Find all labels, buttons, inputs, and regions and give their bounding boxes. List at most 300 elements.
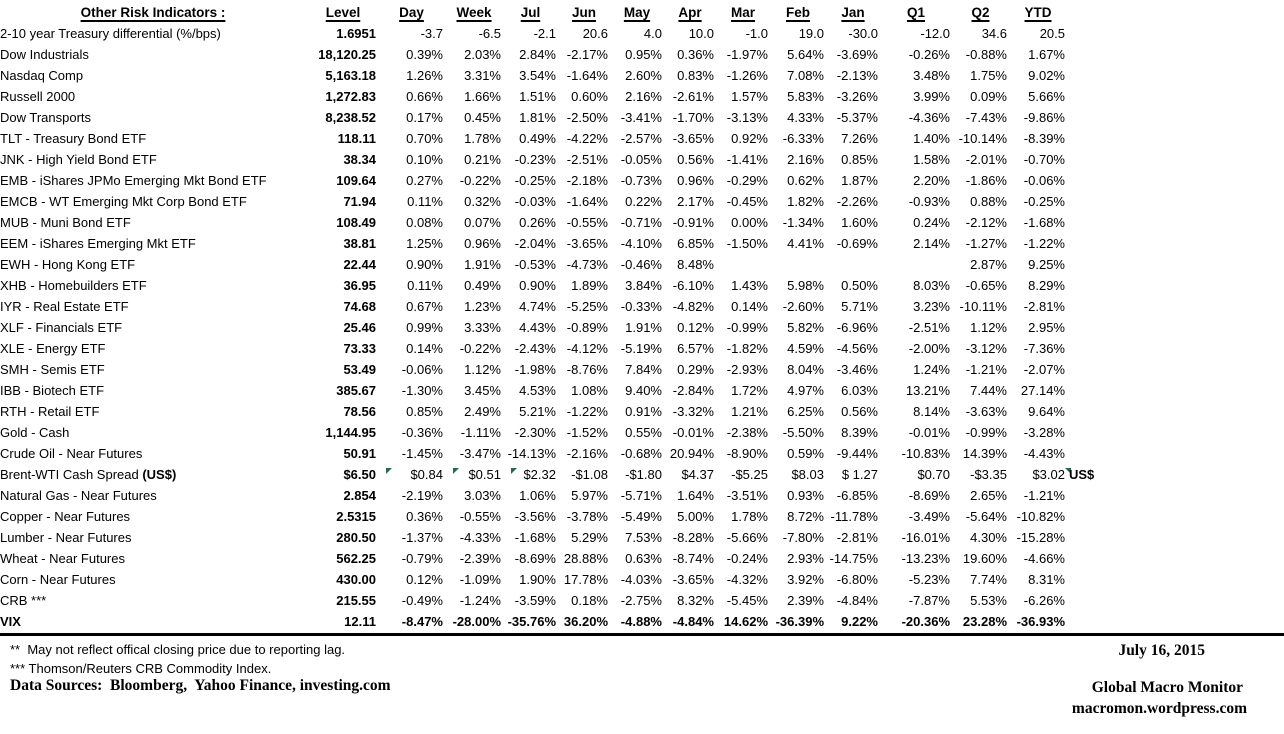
cell-jan: 0.85% xyxy=(841,152,878,167)
cell-q2: 1.12% xyxy=(970,320,1007,335)
cell-apr: -3.32% xyxy=(672,404,714,419)
level-cell: 8,238.52 xyxy=(325,110,376,125)
level-cell: 118.11 xyxy=(337,131,376,146)
row-label: EMCB - WT Emerging Mkt Corp Bond ETF xyxy=(0,194,247,209)
cell-feb: -36.39% xyxy=(775,614,824,629)
cell-week: 3.31% xyxy=(464,68,501,83)
level-cell: $6.50 xyxy=(343,467,376,482)
cell-jun: -4.22% xyxy=(566,131,608,146)
cell-q1: -12.0 xyxy=(920,26,950,41)
site-url: macromon.wordpress.com xyxy=(1071,700,1247,717)
cell-week: 0.96% xyxy=(464,236,501,251)
row-label: Lumber - Near Futures xyxy=(0,530,132,545)
cell-jan: 0.56% xyxy=(841,404,878,419)
cell-q2: -3.12% xyxy=(965,341,1007,356)
cell-ytd: -7.36% xyxy=(1023,341,1065,356)
row-label: MUB - Muni Bond ETF xyxy=(0,215,131,230)
cell-jan: -2.13% xyxy=(836,68,878,83)
cell-day: -1.37% xyxy=(401,530,443,545)
cell-mar: -1.50% xyxy=(726,236,768,251)
cell-q1: 2.14% xyxy=(913,236,950,251)
cell-q1: 3.23% xyxy=(913,299,950,314)
cell-apr: -6.10% xyxy=(672,278,714,293)
cell-day: 1.26% xyxy=(406,68,443,83)
unit-cell xyxy=(1069,128,1129,149)
cell-jun: 1.89% xyxy=(571,278,608,293)
cell-apr: 10.0 xyxy=(688,26,714,41)
cell-jul: 4.53% xyxy=(519,383,556,398)
cell-jun: -3.78% xyxy=(566,509,608,524)
column-header-may: May xyxy=(623,5,651,20)
cell-jul: 1.06% xyxy=(519,488,556,503)
cell-q2: -0.88% xyxy=(965,47,1007,62)
cell-q2: -3.63% xyxy=(965,404,1007,419)
table-title: Other Risk Indicators : xyxy=(80,5,226,20)
cell-apr: -3.65% xyxy=(672,572,714,587)
cell-apr: -0.01% xyxy=(672,425,714,440)
cell-q2: -7.43% xyxy=(965,110,1007,125)
cell-jun: 36.20% xyxy=(563,614,608,629)
table-row xyxy=(0,380,1129,401)
cell-week: 1.66% xyxy=(464,89,501,104)
cell-feb: 4.41% xyxy=(787,236,824,251)
header-row xyxy=(0,2,1129,23)
cell-feb: 5.83% xyxy=(787,89,824,104)
unit-cell xyxy=(1069,317,1129,338)
cell-ytd: -4.43% xyxy=(1023,446,1065,461)
cell-apr: -2.84% xyxy=(672,383,714,398)
table-row xyxy=(0,611,1129,632)
cell-day: 0.66% xyxy=(406,89,443,104)
cell-feb xyxy=(772,254,828,275)
cell-week: 2.49% xyxy=(464,404,501,419)
cell-q1: 1.40% xyxy=(913,131,950,146)
table-row xyxy=(0,170,1129,191)
table-row xyxy=(0,233,1129,254)
cell-jul: -0.23% xyxy=(514,152,556,167)
cell-feb: -5.50% xyxy=(782,425,824,440)
cell-day: -2.19% xyxy=(401,488,443,503)
cell-mar: -8.90% xyxy=(726,446,768,461)
cell-ytd: -8.39% xyxy=(1023,131,1065,146)
cell-jan: -2.81% xyxy=(836,530,878,545)
cell-apr: -4.82% xyxy=(672,299,714,314)
row-label: EWH - Hong Kong ETF xyxy=(0,257,136,272)
row-label: Dow Transports xyxy=(0,110,92,125)
cell-apr: -2.61% xyxy=(672,89,714,104)
cell-jun: 28.88% xyxy=(563,551,608,566)
cell-jul: 2.84% xyxy=(519,47,556,62)
cell-apr: 5.00% xyxy=(677,509,714,524)
cell-apr: 0.36% xyxy=(677,47,714,62)
cell-mar: 1.72% xyxy=(731,383,768,398)
cell-day: 0.11% xyxy=(407,278,443,293)
flag-marker-icon xyxy=(386,468,392,474)
cell-jul: -0.25% xyxy=(514,173,556,188)
table-row xyxy=(0,485,1129,506)
cell-mar: -5.66% xyxy=(726,530,768,545)
cell-apr: 0.56% xyxy=(677,152,714,167)
cell-week: -1.09% xyxy=(459,572,501,587)
cell-q1 xyxy=(882,254,954,275)
unit-cell xyxy=(1069,380,1129,401)
cell-jun: -4.12% xyxy=(566,341,608,356)
cell-q2: 7.74% xyxy=(970,572,1007,587)
cell-jul: 0.49% xyxy=(519,131,556,146)
level-cell: 38.81 xyxy=(343,236,376,251)
cell-jun: 20.6 xyxy=(582,26,608,41)
column-header-jan: Jan xyxy=(841,5,865,20)
cell-jan: -4.84% xyxy=(836,593,878,608)
cell-apr: -3.65% xyxy=(672,131,714,146)
cell-jan: -14.75% xyxy=(829,551,878,566)
cell-jul: -0.03% xyxy=(514,194,556,209)
cell-mar: -1.26% xyxy=(726,68,768,83)
row-label: Crude Oil - Near Futures xyxy=(0,446,143,461)
cell-jun: -0.89% xyxy=(566,320,608,335)
cell-q2: 2.65% xyxy=(970,488,1007,503)
table-row xyxy=(0,212,1129,233)
unit-cell xyxy=(1069,443,1129,464)
level-cell: 71.94 xyxy=(343,194,376,209)
cell-q1: -0.26% xyxy=(908,47,950,62)
cell-q1: 1.58% xyxy=(913,152,950,167)
cell-mar: -$5.25 xyxy=(731,467,768,482)
cell-mar: -0.24% xyxy=(726,551,768,566)
cell-q2: -$3.35 xyxy=(970,467,1007,482)
cell-q2: 1.75% xyxy=(970,68,1007,83)
cell-may: 4.0 xyxy=(643,26,662,41)
cell-jan: 0.50% xyxy=(841,278,878,293)
cell-q1: -13.23% xyxy=(901,551,950,566)
unit-cell xyxy=(1069,485,1129,506)
cell-ytd: 8.31% xyxy=(1028,572,1065,587)
cell-jan: 7.26% xyxy=(841,131,878,146)
unit-cell xyxy=(1069,590,1129,611)
cell-jan: -6.85% xyxy=(836,488,878,503)
cell-q2: -0.65% xyxy=(965,278,1007,293)
column-header-q1: Q1 xyxy=(906,5,925,20)
table-row xyxy=(0,401,1129,422)
table-row xyxy=(0,254,1129,275)
cell-jun: -1.64% xyxy=(566,68,608,83)
unit-cell xyxy=(1069,611,1129,632)
column-header-q2: Q2 xyxy=(971,5,990,20)
cell-week: 1.12% xyxy=(464,362,501,377)
row-label: CRB *** xyxy=(0,593,47,608)
table-row xyxy=(0,569,1129,590)
row-label: XLE - Energy ETF xyxy=(0,341,106,356)
cell-may: -5.49% xyxy=(620,509,662,524)
row-label: Copper - Near Futures xyxy=(0,509,131,524)
cell-ytd: 1.67% xyxy=(1028,47,1065,62)
row-label: RTH - Retail ETF xyxy=(0,404,100,419)
cell-jun: -5.25% xyxy=(566,299,608,314)
row-label: Russell 2000 xyxy=(0,89,76,104)
cell-ytd: 27.14% xyxy=(1020,383,1065,398)
cell-jul: -8.69% xyxy=(514,551,556,566)
cell-day: 0.85% xyxy=(406,404,443,419)
cell-jul: -2.43% xyxy=(514,341,556,356)
cell-q1: 1.24% xyxy=(913,362,950,377)
cell-ytd: -15.28% xyxy=(1016,530,1065,545)
table-title-cell xyxy=(0,2,310,23)
cell-jul: -2.30% xyxy=(514,425,556,440)
row-label: SMH - Semis ETF xyxy=(0,362,105,377)
table-row xyxy=(0,65,1129,86)
cell-q1: 8.03% xyxy=(913,278,950,293)
cell-mar: -0.99% xyxy=(726,320,768,335)
cell-ytd: -0.70% xyxy=(1023,152,1065,167)
cell-jan: $ 1.27 xyxy=(841,467,878,482)
cell-jun: -2.17% xyxy=(566,47,608,62)
cell-q2: 0.88% xyxy=(970,194,1007,209)
cell-ytd: -36.93% xyxy=(1016,614,1065,629)
cell-may: 0.91% xyxy=(625,404,662,419)
cell-feb: 4.97% xyxy=(787,383,824,398)
brand-name: Global Macro Monitor xyxy=(1091,679,1243,696)
cell-q1: -10.83% xyxy=(901,446,950,461)
cell-apr: $4.37 xyxy=(681,467,714,482)
row-label: XHB - Homebuilders ETF xyxy=(0,278,147,293)
cell-jul: 0.90% xyxy=(519,278,556,293)
cell-jan: -3.46% xyxy=(836,362,878,377)
cell-week: 0.45% xyxy=(464,110,501,125)
cell-jan: -9.44% xyxy=(836,446,878,461)
unit-column-header xyxy=(1069,2,1129,23)
cell-day: 0.99% xyxy=(406,320,443,335)
cell-apr: 0.96% xyxy=(677,173,714,188)
level-cell: 25.46 xyxy=(343,320,376,335)
cell-q2: 5.53% xyxy=(970,593,1007,608)
cell-jun: -1.64% xyxy=(566,194,608,209)
cell-apr: 2.17% xyxy=(677,194,714,209)
level-cell: 36.95 xyxy=(343,278,376,293)
level-cell: 38.34 xyxy=(343,152,376,167)
cell-jun: -3.65% xyxy=(566,236,608,251)
cell-may: -4.03% xyxy=(620,572,662,587)
cell-week: 0.07% xyxy=(464,215,501,230)
cell-q2: 19.60% xyxy=(962,551,1007,566)
cell-feb: 3.92% xyxy=(787,572,824,587)
cell-q1: 8.14% xyxy=(913,404,950,419)
cell-q2: -2.12% xyxy=(965,215,1007,230)
cell-jul: 1.51% xyxy=(519,89,556,104)
unit-cell xyxy=(1069,527,1129,548)
cell-feb: -2.60% xyxy=(782,299,824,314)
cell-q2: 0.09% xyxy=(970,89,1007,104)
table-row xyxy=(0,506,1129,527)
cell-may: 2.60% xyxy=(625,68,662,83)
risk-indicators-table xyxy=(0,2,1129,632)
row-label: 2-10 year Treasury differential (%/bps) xyxy=(0,26,221,41)
cell-q1: -8.69% xyxy=(908,488,950,503)
row-label: EMB - iShares JPMo Emerging Mkt Bond ETF xyxy=(0,173,267,188)
cell-feb: 5.98% xyxy=(787,278,824,293)
cell-q1: -16.01% xyxy=(901,530,950,545)
table-row xyxy=(0,338,1129,359)
cell-ytd: 2.95% xyxy=(1028,320,1065,335)
cell-day: 0.90% xyxy=(406,257,443,272)
cell-mar: 0.00% xyxy=(731,215,768,230)
cell-apr: 20.94% xyxy=(669,446,714,461)
cell-q2: -2.01% xyxy=(965,152,1007,167)
row-label: VIX xyxy=(0,614,21,629)
cell-jun: -2.50% xyxy=(566,110,608,125)
cell-q1: -0.93% xyxy=(908,194,950,209)
cell-jul: -1.68% xyxy=(514,530,556,545)
column-header-week: Week xyxy=(456,5,492,20)
cell-ytd: 5.66% xyxy=(1028,89,1065,104)
cell-mar: -2.38% xyxy=(726,425,768,440)
cell-ytd: -0.25% xyxy=(1023,194,1065,209)
unit-cell: US$ xyxy=(1069,467,1095,482)
level-cell: 73.33 xyxy=(343,341,376,356)
cell-apr: 8.48% xyxy=(677,257,714,272)
level-cell: 18,120.25 xyxy=(318,47,376,62)
cell-day: -1.30% xyxy=(401,383,443,398)
cell-may: -0.33% xyxy=(620,299,662,314)
cell-day: 0.14% xyxy=(406,341,443,356)
cell-ytd: $3.02 xyxy=(1011,464,1069,485)
cell-jul: -35.76% xyxy=(507,614,556,629)
cell-ytd: -1.21% xyxy=(1023,488,1065,503)
cell-apr: 6.57% xyxy=(677,341,714,356)
cell-jan: 1.87% xyxy=(841,173,878,188)
cell-day: 0.67% xyxy=(406,299,443,314)
cell-q1: 2.20% xyxy=(913,173,950,188)
cell-feb: 8.04% xyxy=(787,362,824,377)
cell-may: 1.91% xyxy=(625,320,662,335)
cell-day: -3.7 xyxy=(420,26,443,41)
cell-week: 2.03% xyxy=(464,47,501,62)
cell-jun: -1.52% xyxy=(566,425,608,440)
cell-jan: -0.69% xyxy=(836,236,878,251)
cell-q2: 2.87% xyxy=(970,257,1007,272)
column-header-day: Day xyxy=(399,5,424,20)
cell-mar: -1.0 xyxy=(745,26,768,41)
cell-may: -3.41% xyxy=(620,110,662,125)
column-header-mar: Mar xyxy=(730,5,755,20)
cell-jan: -4.56% xyxy=(836,341,878,356)
cell-q1: 0.24% xyxy=(913,215,950,230)
level-cell: 50.91 xyxy=(343,446,376,461)
cell-feb: $8.03 xyxy=(791,467,824,482)
cell-jun: 0.18% xyxy=(571,593,608,608)
cell-week: 0.32% xyxy=(464,194,501,209)
level-cell: 109.64 xyxy=(336,173,376,188)
cell-q2: -5.64% xyxy=(965,509,1007,524)
cell-q1: -20.36% xyxy=(901,614,950,629)
cell-mar: -1.97% xyxy=(726,47,768,62)
level-cell: 2.854 xyxy=(343,488,376,503)
cell-mar: 1.78% xyxy=(731,509,768,524)
row-label: JNK - High Yield Bond ETF xyxy=(0,152,157,167)
table-row xyxy=(0,86,1129,107)
level-cell: 78.56 xyxy=(343,404,376,419)
column-header-feb: Feb xyxy=(785,5,810,20)
cell-jun: -0.55% xyxy=(566,215,608,230)
column-header-ytd: YTD xyxy=(1024,5,1052,20)
cell-may: 0.22% xyxy=(625,194,662,209)
cell-ytd: -1.68% xyxy=(1023,215,1065,230)
cell-mar: 1.57% xyxy=(731,89,768,104)
cell-jan: 9.22% xyxy=(841,614,878,629)
unit-cell xyxy=(1069,149,1129,170)
report-date: July 16, 2015 xyxy=(1118,642,1205,659)
unit-cell xyxy=(1069,359,1129,380)
cell-mar: 0.14% xyxy=(731,299,768,314)
cell-ytd: 9.02% xyxy=(1028,68,1065,83)
cell-may: -5.19% xyxy=(620,341,662,356)
cell-week: -0.55% xyxy=(459,509,501,524)
unit-cell xyxy=(1069,44,1129,65)
unit-cell xyxy=(1069,23,1129,44)
cell-mar: -1.41% xyxy=(726,152,768,167)
cell-apr: -8.74% xyxy=(672,551,714,566)
cell-mar: 14.62% xyxy=(723,614,768,629)
cell-jan: -30.0 xyxy=(848,26,878,41)
cell-week: 0.21% xyxy=(464,152,501,167)
unit-cell xyxy=(1069,338,1129,359)
cell-jul: 1.90% xyxy=(519,572,556,587)
level-cell: 1,144.95 xyxy=(325,425,376,440)
cell-week: $0.51 xyxy=(447,464,505,485)
unit-cell xyxy=(1069,569,1129,590)
cell-week: -6.5 xyxy=(478,26,501,41)
row-label: EEM - iShares Emerging Mkt ETF xyxy=(0,236,196,251)
row-label: Corn - Near Futures xyxy=(0,572,116,587)
cell-day: -0.06% xyxy=(401,362,443,377)
cell-may: 3.84% xyxy=(625,278,662,293)
cell-jul: 4.74% xyxy=(519,299,556,314)
cell-q2: -10.11% xyxy=(959,299,1007,314)
cell-ytd: -4.66% xyxy=(1023,551,1065,566)
unit-cell xyxy=(1069,254,1129,275)
cell-week: -2.39% xyxy=(459,551,501,566)
row-label: Dow Industrials xyxy=(0,47,89,62)
table-row xyxy=(0,359,1129,380)
table-row xyxy=(0,548,1129,569)
cell-jan: -3.69% xyxy=(836,47,878,62)
table-row xyxy=(0,443,1129,464)
table-row xyxy=(0,191,1129,212)
cell-jan: -5.37% xyxy=(836,110,878,125)
cell-may: -0.71% xyxy=(620,215,662,230)
cell-feb: 4.33% xyxy=(787,110,824,125)
cell-jul: -2.1 xyxy=(533,26,556,41)
cell-jul: $2.32 xyxy=(505,464,560,485)
cell-may: 7.53% xyxy=(625,530,662,545)
column-header-jun: Jun xyxy=(571,5,596,20)
cell-week: 1.91% xyxy=(464,257,501,272)
cell-apr: -0.91% xyxy=(672,215,714,230)
cell-apr: -1.70% xyxy=(672,110,714,125)
cell-ytd: 9.64% xyxy=(1028,404,1065,419)
table-row xyxy=(0,464,1129,485)
cell-apr: 0.12% xyxy=(677,320,714,335)
cell-mar: -0.29% xyxy=(726,173,768,188)
cell-week: -3.47% xyxy=(459,446,501,461)
cell-day: 0.12% xyxy=(406,572,443,587)
unit-cell xyxy=(1069,65,1129,86)
cell-q1: -7.87% xyxy=(908,593,950,608)
cell-q1: -5.23% xyxy=(908,572,950,587)
cell-q1: $0.70 xyxy=(917,467,950,482)
unit-cell xyxy=(1069,548,1129,569)
unit-cell xyxy=(1069,296,1129,317)
cell-jun: 0.60% xyxy=(571,89,608,104)
